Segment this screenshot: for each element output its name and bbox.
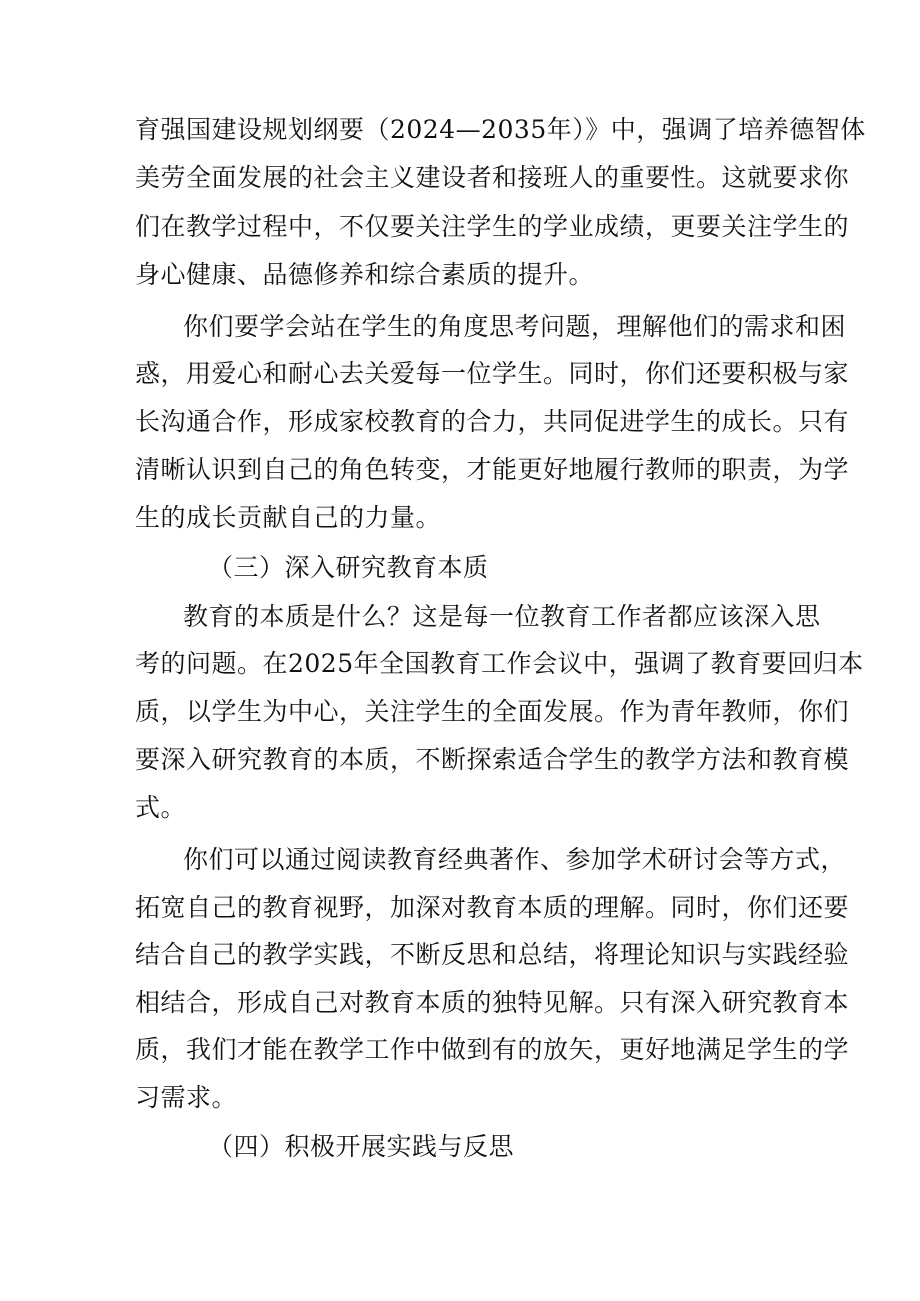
section-heading: （三）深入研究教育本质	[208, 553, 489, 582]
paragraph-line: 习需求。	[135, 1083, 238, 1112]
paragraph-line: 美劳全面发展的社会主义建设者和接班人的重要性。这就要求你	[135, 163, 850, 192]
paragraph-line: 你们可以通过阅读教育经典著作、参加学术研讨会等方式，	[183, 845, 847, 874]
paragraph-line: 长沟通合作，形成家校教育的合力，共同促进学生的成长。只有	[135, 407, 850, 436]
paragraph-line: 拓宽自己的教育视野，加深对教育本质的理解。同时，你们还要	[135, 893, 850, 922]
paragraph-line: 质，以学生为中心，关注学生的全面发展。作为青年教师，你们	[135, 697, 850, 726]
paragraph-line: 惑，用爱心和耐心去关爱每一位学生。同时，你们还要积极与家	[135, 359, 850, 388]
paragraph-line: 生的成长贡献自己的力量。	[135, 503, 442, 532]
paragraph-line: 要深入研究教育的本质，不断探索适合学生的教学方法和教育模	[135, 745, 850, 774]
paragraph-line: 育强国建设规划纲要（2024—2035年）》中，强调了培养德智体	[135, 115, 866, 144]
paragraph-line: 教育的本质是什么？这是每一位教育工作者都应该深入思	[183, 602, 821, 631]
paragraph-line: 身心健康、品德修养和综合素质的提升。	[135, 260, 595, 289]
paragraph-line: 式。	[135, 793, 187, 822]
paragraph-line: 结合自己的教学实践，不断反思和总结，将理论知识与实践经验	[135, 940, 850, 969]
section-heading: （四）积极开展实践与反思	[208, 1132, 515, 1161]
paragraph-line: 你们要学会站在学生的角度思考问题，理解他们的需求和困	[183, 312, 847, 341]
paragraph-line: 清晰认识到自己的角色转变，才能更好地履行教师的职责，为学	[135, 455, 850, 484]
paragraph-line: 们在教学过程中，不仅要关注学生的学业成绩，更要关注学生的	[135, 212, 850, 241]
paragraph-line: 考的问题。在2025年全国教育工作会议中，强调了教育要回归本	[135, 649, 864, 678]
paragraph-line: 相结合，形成自己对教育本质的独特见解。只有深入研究教育本	[135, 988, 850, 1017]
paragraph-line: 质，我们才能在教学工作中做到有的放矢，更好地满足学生的学	[135, 1035, 850, 1064]
